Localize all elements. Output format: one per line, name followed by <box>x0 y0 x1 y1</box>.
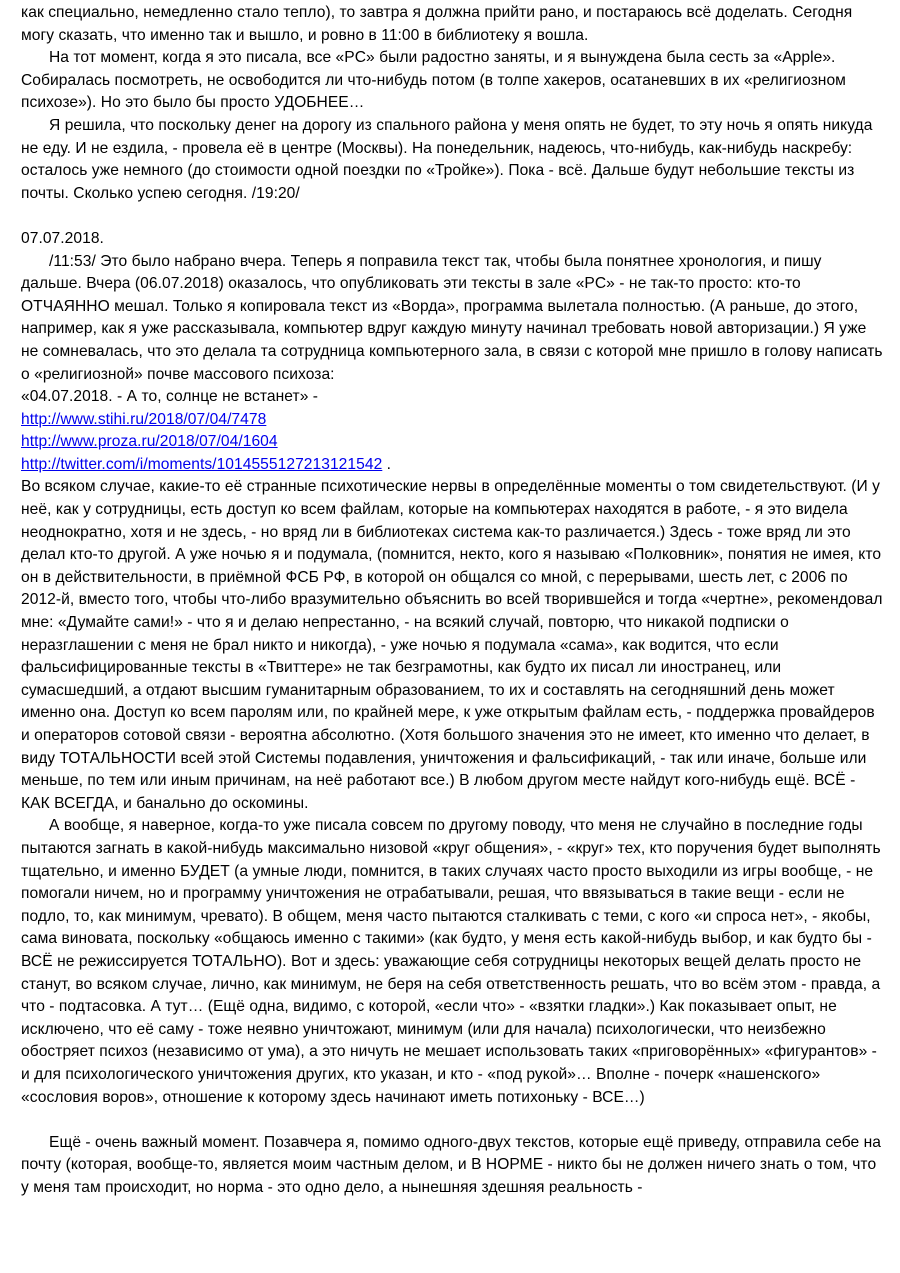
blank-line <box>21 205 886 228</box>
blank-line <box>21 1109 886 1132</box>
paragraph-pc-apple: На тот момент, когда я это писала, все «PC» были радостно заняты, и я вынуждена была сесть за «Apple». Собиралась посмотреть, не освободится ли что-нибудь потом (в толпе хакеров, осатаневших в их «религиозном психозе»). Но это было бы просто УДОБНЕЕ… <box>21 49 846 112</box>
twitter-link[interactable]: http://twitter.com/i/moments/1014555127213121542 <box>21 455 383 473</box>
link-suffix: . <box>382 455 392 473</box>
paragraph-circle-of-communication: А вообще, я наверное, когда-то уже писала совсем по другому поводу, что меня не случайно в последние годы пытаются загнать в какой-нибудь максимально низовой «круг общения», - «круг» тех, кто поручения будет выполнять тщательно, и именно БУДЕТ (а умные люди, помнится, в таких случаях часто просто выходили из игры вообще, - не помогали ничем, но и программу уничтожения не отрабатывали, решая, что ввязываться в такие вещи - если не подло, то, как минимум, чревато). В общем, меня часто пытаются сталкивать с теми, с кого «и спроса нет», - якобы, сама виновата, поскольку «общаюсь именно с такими» (как будто, у меня есть какой-нибудь выбор, и как будто бы - ВСЁ не режиссируется ТОТАЛЬНО). Вот и здесь: уважающие себя сотрудницы некоторых вещей делать просто не станут, во всяком случае, лично, как минимум, не беря на себя ответственность решать, что во всём этом - правда, а что - подтасовка. А тут… (Ещё одна, видимо, с которой, «если что» - «взятки гладки».) Как показывает опыт, не исключено, что её саму - тоже неявно уничтожают, минимум (или для начала) психологически, что неизбежно обостряет психоз (независимо от ума), а это ничуть не мешает использовать таких «приговорённых» «фигурантов» - и для психологического уничтожения других, кто указан, и кто - «под рукой»… Вполне - почерк «нашенского» «сословия воров», отношение к которому здесь начинают иметь потихоньку - ВСЕ…) <box>21 817 881 1106</box>
link-line-stihi <box>21 409 886 432</box>
link-line-proza <box>21 431 886 454</box>
stihi-link[interactable]: http://www.stihi.ru/2018/07/04/7478 <box>21 410 267 428</box>
paragraph-psychotic-nerves: Во всяком случае, какие-то её странные психотические нервы в определённые моменты о том свидетельствуют. (И у неё, как у сотрудницы, есть доступ ко всем файлам, которые на компьютерах находятся в работе, - я это видела неоднократно, хотя и не здесь, - но вряд ли в библиотеках система как-то различается.) Здесь - тоже вряд ли это делал кто-то другой. А уже ночью я и подумала, (помнится, некто, кого я называю «Полковник», понятия не имея, кто он в действительности, в приёмной ФСБ РФ, в которой он общался со мной, с перерывами, шесть лет, с 2006 по 2012-й, вместо того, чтобы что-либо вразумительно объяснить во всей творившейся и тогда «чертне», рекомендовал мне: «Думайте сами!» - что я и делаю непрестанно, - на всякий случай, повторю, что никакой подписки о неразглашении с меня не брал никто и никогда), - уже ночью я подумала «сама», как водится, что если фальсифицированные тексты в «Твиттере» не так безграмотны, как будто их писал ли иностранец, или сумасшедший, а отдают высшим гуманитарным образованием, то их и составлять на сегодняшний день может именно она. Доступ ко всем паролям или, по крайней мере, к уже открытым файлам есть, - поддержка провайдеров и операторов сотовой связи - вероятна абсолютно. (Хотя большого значения это не имеет, кто именно что делает, в виду ТОТАЛЬНОСТИ всей этой Системы подавления, уничтожения и фальсификаций, - так или иначе, больше или меньше, по тем или иным причинам, на неё работают все.) В любом другом месте найдут кого-нибудь ещё. ВСЁ - КАК ВСЕГДА, и банально до оскомины. <box>21 478 883 812</box>
paragraph-interference: /11:53/ Это было набрано вчера. Теперь я поправила текст так, чтобы была понятнее хронология, и пишу дальше. Вчера (06.07.2018) оказалось, что опубликовать эти тексты в зале «PC» - не так-то просто: кто-то ОТЧАЯННО мешал. Только я копировала текст из «Ворда», программа вылетала полностью. (А раньше, до этого, например, как я уже рассказывала, компьютер вдруг каждую минуту начинал требовать новой авторизации.) Я уже не сомневалась, что это делала та сотрудница компьютерного зала, в связи с которой мне пришло в голову написать о «религиозной» почве массового психоза: <box>21 252 883 383</box>
quoted-title: «04.07.2018. - А то, солнце не встанет» - <box>21 388 319 406</box>
proza-link[interactable]: http://www.proza.ru/2018/07/04/1604 <box>21 433 278 451</box>
paragraph-continuation: как специально, немедленно стало тепло), то завтра я должна прийти рано, и постараюсь всё доделать. Сегодня могу сказать, что именно так и вышло, и ровно в 11:00 в библиотеку я вошла. <box>21 4 853 44</box>
paragraph-night-center: Я решила, что поскольку денег на дорогу из спального района у меня опять не будет, то эту ночь я опять никуда не еду. И не ездила, - провела её в центре (Москвы). На понедельник, надеюсь, что-нибудь, как-нибудь наскребу: осталось уже немного (до стоимости одной поездки по «Тройке»). Пока - всё. Дальше будут небольшие тексты из почты. Сколько успею сегодня. /19:20/ <box>21 116 873 202</box>
entry-date: 07.07.2018. <box>21 229 104 247</box>
paragraph-important-moment: Ещё - очень важный момент. Позавчера я, помимо одного-двух текстов, которые ещё приведу, отправила себе на почту (которая, вообще-то, является моим частным делом, и В НОРМЕ - никто бы не должен ничего знать о том, что у меня там происходит, но норма - это одно дело, а нынешняя здешняя реальность - <box>21 1133 882 1196</box>
link-line-twitter <box>21 454 886 477</box>
